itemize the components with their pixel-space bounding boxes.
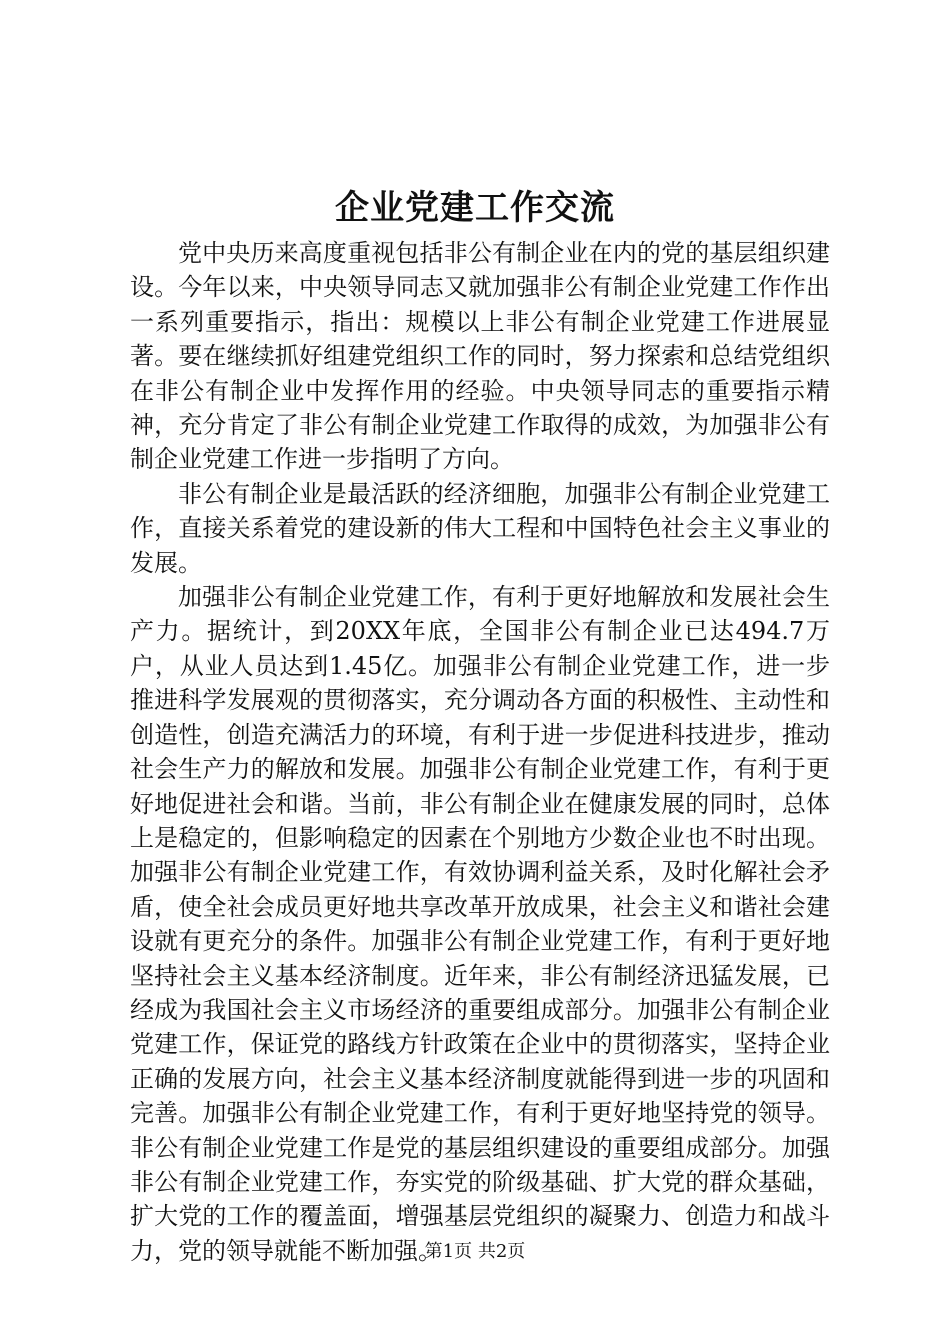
page-footer: 第1页 共2页 <box>424 1241 526 1262</box>
document-title: 企业党建工作交流 <box>335 188 615 228</box>
document-body <box>130 236 830 1268</box>
paragraph-3: 加强非公有制企业党建工作，有利于更好地解放和发展社会生产力。据统计，到20XX年底，全国非公有制企业已达494.7万户，从业人员达到1.45亿。加强非公有制企业党建工作，进一步推进科学发展观的贯彻落实，充分调动各方面的积极性、主动性和创造性，创造充满活力的环境，有利于进一步促进科技进步，推动社会生产力的解放和发展。加强非公有制企业党建工作，有利于更好地促进社会和谐。当前，非公有制企业在健康发展的同时，总体上是稳定的，但影响稳定的因素在个别地方少数企业也不时出现。加强非公有制企业党建工作，有效协调利益关系，及时化解社会矛盾，使全社会成员更好地共享改革开放成果，社会主义和谐社会建设就有更充分的条件。加强非公有制企业党建工作，有利于更好地坚持社会主义基本经济制度。近年来，非公有制经济迅猛发展，已经成为我国社会主义市场经济的重要组成部分。加强非公有制企业党建工作，保证党的路线方针政策在企业中的贯彻落实，坚持企业正确的发展方向，社会主义基本经济制度就能得到进一步的巩固和完善。加强非公有制企业党建工作，有利于更好地坚持党的领导。非公有制企业党建工作是党的基层组织建设的重要组成部分。加强非公有制企业党建工作，夯实党的阶级基础、扩大党的群众基础，扩大党的工作的覆盖面，增强基层党组织的凝聚力、创造力和战斗力，党的领导就能不断加强。 <box>130 583 830 1265</box>
paragraph-1: 党中央历来高度重视包括非公有制企业在内的党的基层组织建设。今年以来，中央领导同志又就加强非公有制企业党建工作作出一系列重要指示，指出：规模以上非公有制企业党建工作进展显著。要在继续抓好组建党组织工作的同时，努力探索和总结党组织在非公有制企业中发挥作用的经验。中央领导同志的重要指示精神，充分肯定了非公有制企业党建工作取得的成效，为加强非公有制企业党建工作进一步指明了方向。 <box>130 239 830 474</box>
paragraph-2: 非公有制企业是最活跃的经济细胞，加强非公有制企业党建工作，直接关系着党的建设新的伟大工程和中国特色社会主义事业的发展。 <box>130 479 830 577</box>
